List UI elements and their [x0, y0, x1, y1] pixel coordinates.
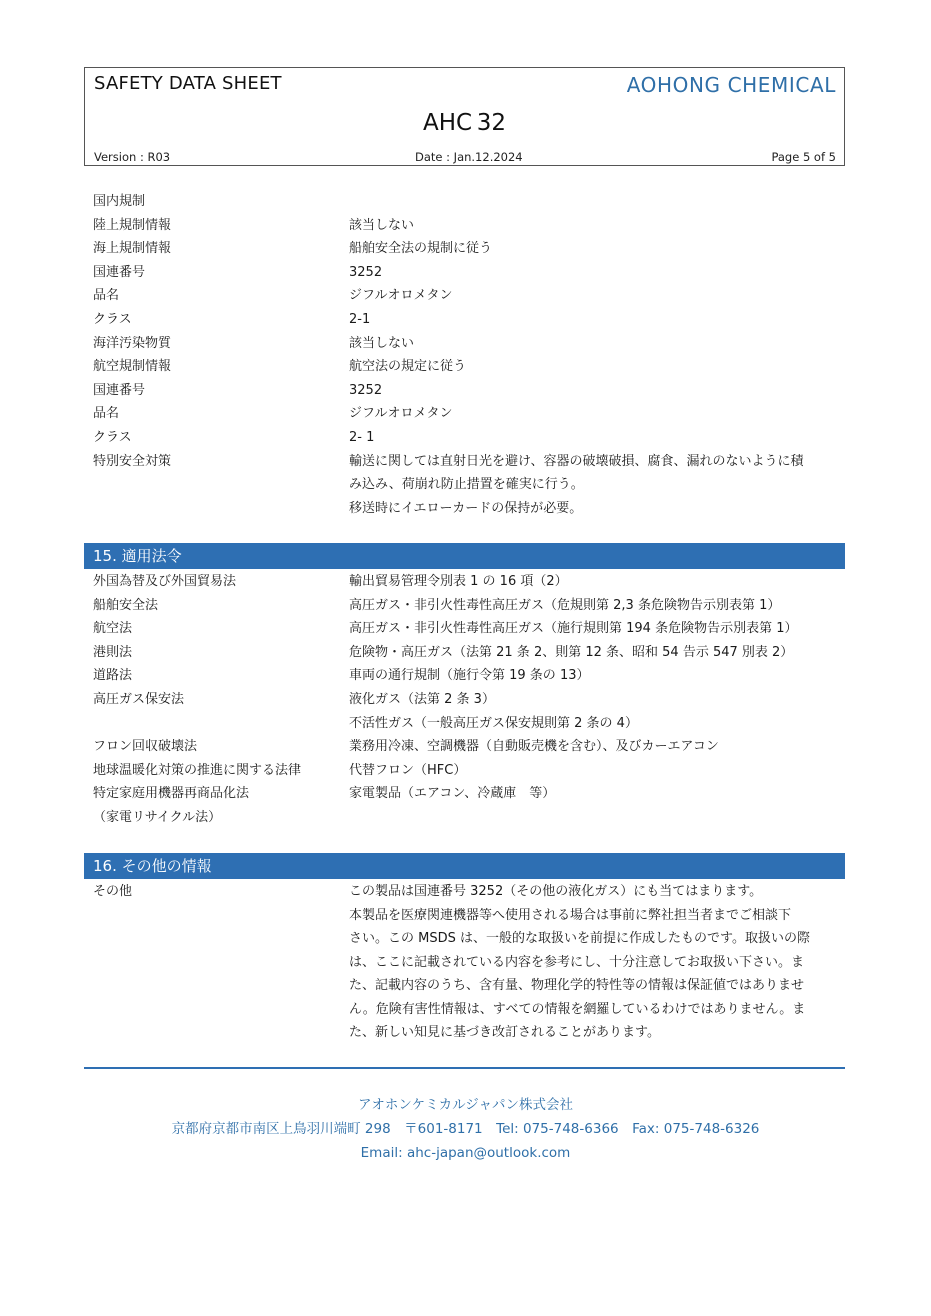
footer-email[interactable]: Email: ahc-japan@outlook.com [360, 1145, 571, 1161]
table-row [93, 402, 845, 426]
row-label: 海洋汚染物質 [93, 335, 172, 351]
row-label: 国内規制 [93, 194, 146, 209]
row-value-line: た、記載内容のうち、含有量、物理化学的特性等の情報は保証値ではありませ [349, 978, 805, 993]
table-row [93, 641, 845, 665]
table-row [93, 617, 845, 641]
row-value: 車両の通行規制（施行令第 19 条の 13） [349, 668, 590, 684]
row-label: 国連番号 [93, 382, 146, 398]
row-label: 国連番号 [93, 264, 146, 280]
table-row [93, 190, 845, 214]
row-value-line: み込み、荷崩れ防止措置を確実に行う。 [349, 477, 584, 493]
document-header [84, 67, 845, 166]
table-row [93, 261, 845, 285]
table-row [93, 735, 845, 759]
row-value [349, 450, 845, 521]
row-value: ジフルオロメタン [349, 406, 453, 422]
row-label: 特定家庭用機器再商品化法 [93, 786, 250, 802]
row-value: 3252 [349, 264, 383, 280]
table-row [93, 426, 845, 450]
row-label: 品名 [93, 288, 120, 304]
row-value: 高圧ガス・非引火性毒性高圧ガス（施行規則第 194 条危険物告示別表第 1） [349, 621, 798, 637]
table-row [93, 284, 845, 308]
table-row [93, 594, 845, 618]
row-label: クラス [93, 429, 132, 445]
row-value: 航空法の規定に従う [349, 359, 467, 375]
row-value-line: ん。危険有害性情報は、すべての情報を網羅しているわけではありません。ま [349, 1001, 806, 1017]
table-row [93, 570, 845, 594]
row-value: 不活性ガス（一般高圧ガス保安規則第 2 条の 4） [349, 715, 638, 731]
table-row [93, 237, 845, 261]
row-label: 特別安全対策 [93, 453, 172, 469]
row-label: 船舶安全法 [93, 597, 159, 613]
table-row [93, 332, 845, 356]
date-label: Date : Jan.12.2024 [415, 150, 523, 164]
row-label: 道路法 [93, 668, 133, 684]
table-row [93, 355, 845, 379]
row-label: 航空法 [93, 621, 133, 637]
table-row [93, 759, 845, 783]
row-value-line: この製品は国連番号 3252（その他の液化ガス）にも当てはまります。 [349, 884, 763, 899]
row-value: 2- 1 [349, 429, 375, 445]
row-value: 家電製品（エアコン、冷蔵庫 等） [349, 786, 556, 802]
row-value: 3252 [349, 382, 383, 398]
row-label: 海上規制情報 [93, 241, 172, 257]
row-value [349, 806, 845, 830]
row-label: その他 [93, 884, 133, 899]
row-value: 高圧ガス・非引火性毒性高圧ガス（危規則第 2,3 条危険物告示別表第 1） [349, 597, 781, 613]
row-label: フロン回収破壊法 [93, 739, 198, 755]
row-value-line: 輸送に関しては直射日光を避け、容器の破壊破損、腐食、漏れのないように積 [349, 453, 804, 469]
row-value [349, 880, 845, 1045]
page-number: Page 5 of 5 [771, 150, 836, 164]
transport-info-block [93, 190, 845, 520]
row-value: 輸出貿易管理令別表 1 の 16 項（2） [349, 574, 568, 589]
table-row [93, 688, 845, 712]
row-label: 高圧ガス保安法 [93, 691, 185, 707]
table-row [93, 664, 845, 688]
other-info-block [93, 880, 845, 1045]
row-value-line: 本製品を医療関連機器等へ使用される場合は事前に弊社担当者までご相談下 [349, 907, 792, 923]
table-row [93, 782, 845, 806]
row-value-line: さい。この MSDS は、一般的な取扱いを前提に作成したものです。取扱いの際 [349, 931, 810, 946]
row-value: 代替フロン（HFC） [349, 762, 467, 778]
row-label: 航空規制情報 [93, 359, 172, 375]
row-label: 外国為替及び外国貿易法 [93, 574, 237, 589]
table-row [93, 379, 845, 403]
row-label [93, 712, 349, 736]
row-label: （家電リサイクル法） [93, 809, 222, 825]
table-row [93, 712, 845, 736]
section-15-heading: 15. 適用法令 [84, 543, 845, 569]
table-row [93, 308, 845, 332]
row-value-line: は、ここに記載されている内容を参考にし、十分注意してお取扱い下さい。ま [349, 954, 805, 970]
row-value: 業務用冷凍、空調機器（自動販売機を含む）、及びカーエアコン [349, 739, 719, 755]
row-value: ジフルオロメタン [349, 288, 453, 304]
row-label: 地球温暖化対策の推進に関する法律 [93, 762, 302, 778]
row-value: 該当しない [349, 217, 415, 233]
company-name: AOHONG CHEMICAL [626, 73, 836, 97]
row-value-line: 移送時にイエローカードの保持が必要。 [349, 500, 583, 516]
doc-title: SAFETY DATA SHEET [94, 73, 282, 94]
row-value: 危険物・高圧ガス（法第 21 条 2、則第 12 条、昭和 54 告示 547 別表 2） [349, 644, 794, 660]
table-row [93, 214, 845, 238]
table-row [93, 450, 845, 521]
footer [0, 1093, 931, 1165]
version-label: Version : R03 [94, 150, 171, 164]
regulatory-info-block [93, 570, 845, 830]
row-label: クラス [93, 311, 132, 327]
row-value-line: た、新しい知見に基づき改訂されることがあります。 [349, 1025, 660, 1040]
table-row [93, 806, 845, 830]
row-label: 陸上規制情報 [93, 217, 172, 233]
footer-company: アオホンケミカルジャパン株式会社 [358, 1097, 573, 1113]
row-value: 船舶安全法の規制に従う [349, 241, 493, 257]
row-value: 液化ガス（法第 2 条 3） [349, 691, 495, 707]
table-row [93, 880, 845, 1045]
row-value: 2-1 [349, 311, 371, 327]
row-value [349, 190, 845, 214]
row-label: 港則法 [93, 644, 133, 660]
row-value: 該当しない [349, 335, 415, 351]
section-16-heading: 16. その他の情報 [84, 853, 845, 879]
footer-divider [84, 1067, 845, 1069]
row-label: 品名 [93, 406, 120, 422]
footer-address: 京都府京都市南区上鳥羽川端町 298 〒601-8171 Tel: 075-748-6366 Fax: 075-748-6326 [171, 1121, 760, 1137]
product-name: AHC 32 [423, 110, 506, 136]
